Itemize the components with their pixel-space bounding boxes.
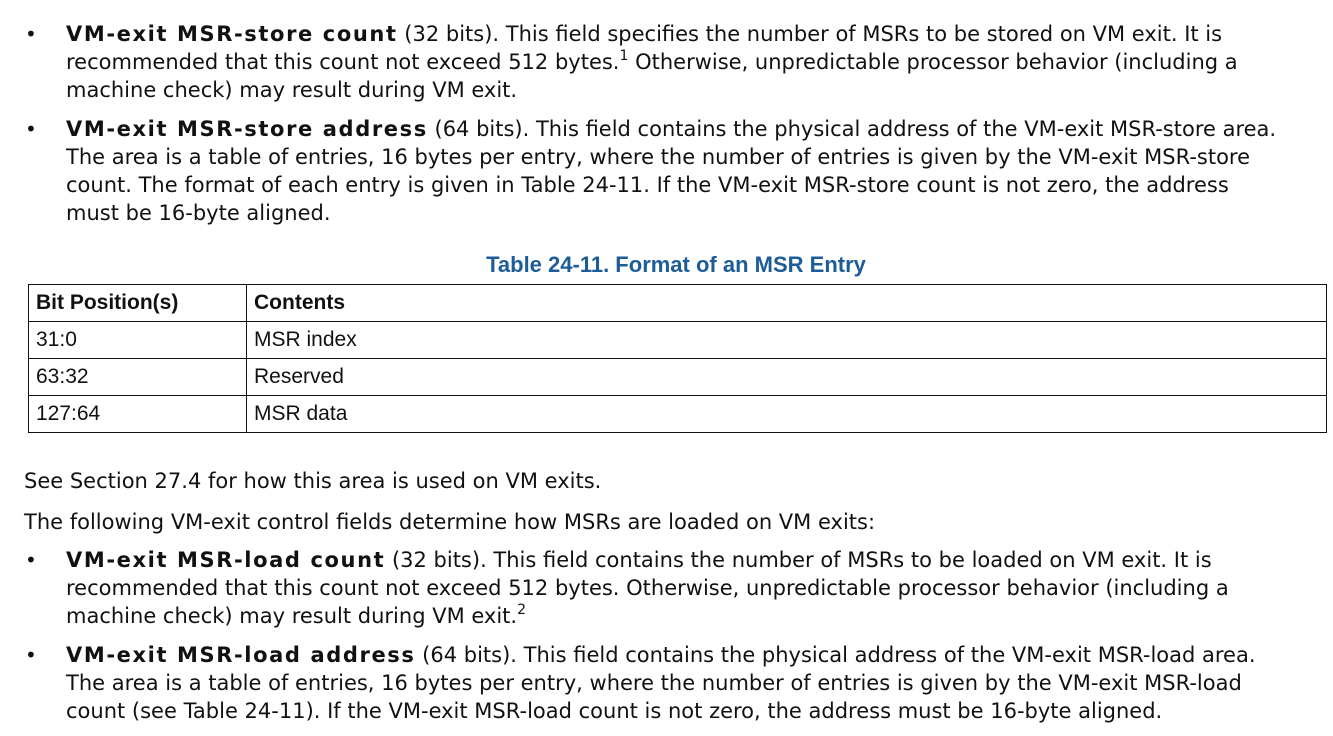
- text-line: recommended that this count not exceed 512 bytes.$^1$ Otherwise, unpredictable processor behavior (including a: [66, 48, 1238, 74]
- table-cell: MSR index: [247, 322, 1327, 359]
- table-cell: Reserved: [247, 359, 1327, 396]
- text-line: count (see Table 24-11). If the VM-exit MSR-load count is not zero, the address must be 16-byte aligned.: [66, 699, 1163, 723]
- table-row: [29, 359, 1327, 396]
- bullet-text: [66, 20, 1328, 104]
- bullet-marker: •: [25, 22, 37, 46]
- table-cell: 31:0: [29, 322, 247, 359]
- bullet-text: [66, 546, 1328, 630]
- text-line: machine check) may result during VM exit.$^2$: [66, 602, 527, 628]
- text-line: VM-exit MSR-store address (64 bits). This field contains the physical address of the VM-exit MSR-store area.: [66, 117, 1277, 141]
- bullet-marker: •: [25, 117, 37, 141]
- table-header-row: [29, 285, 1327, 322]
- field-term: VM-exit MSR-store count: [66, 22, 398, 46]
- bullet-marker: •: [25, 548, 37, 572]
- table-cell: 127:64: [29, 396, 247, 433]
- footnote-marker: 2: [517, 602, 527, 618]
- text-line: The area is a table of entries, 16 bytes per entry, where the number of entries is given by the VM-exit MSR-store: [66, 145, 1251, 169]
- bullet-marker: •: [25, 643, 37, 667]
- paragraph-section-reference: See Section 27.4 for how this area is used on VM exits.: [24, 469, 602, 493]
- text-line: must be 16-byte aligned.: [66, 201, 331, 225]
- text-line: machine check) may result during VM exit.: [66, 78, 518, 102]
- table-cell: 63:32: [29, 359, 247, 396]
- table-cell: MSR data: [247, 396, 1327, 433]
- text-line: count. The format of each entry is given in Table 24-11. If the VM-exit MSR-store count is not zero, the address: [66, 173, 1229, 197]
- table-row: [29, 396, 1327, 433]
- column-header-bit-position: Bit Position(s): [29, 285, 247, 322]
- field-term: VM-exit MSR-load address: [66, 643, 416, 667]
- column-header-contents: Contents: [247, 285, 1327, 322]
- msr-entry-table: [28, 284, 1327, 433]
- field-term: VM-exit MSR-load count: [66, 548, 386, 572]
- paragraph-load-intro: The following VM-exit control fields determine how MSRs are loaded on VM exits:: [24, 510, 876, 534]
- bullet-text: [66, 641, 1328, 725]
- table-caption: Table 24-11. Format of an MSR Entry: [486, 252, 866, 277]
- field-term: VM-exit MSR-store address: [66, 117, 428, 141]
- text-line: recommended that this count not exceed 512 bytes. Otherwise, unpredictable processor behavior (including a: [66, 576, 1229, 600]
- text-line: The area is a table of entries, 16 bytes per entry, where the number of entries is given by the VM-exit MSR-load: [66, 671, 1242, 695]
- text-line: VM-exit MSR-store count (32 bits). This field specifies the number of MSRs to be stored on VM exit. It is: [66, 22, 1223, 46]
- bullet-text: [66, 115, 1328, 227]
- text-line: VM-exit MSR-load address (64 bits). This field contains the physical address of the VM-exit MSR-load area.: [66, 643, 1256, 667]
- table-row: [29, 322, 1327, 359]
- text-line: VM-exit MSR-load count (32 bits). This field contains the number of MSRs to be loaded on VM exit. It is: [66, 548, 1212, 572]
- footnote-marker: 1: [619, 48, 629, 64]
